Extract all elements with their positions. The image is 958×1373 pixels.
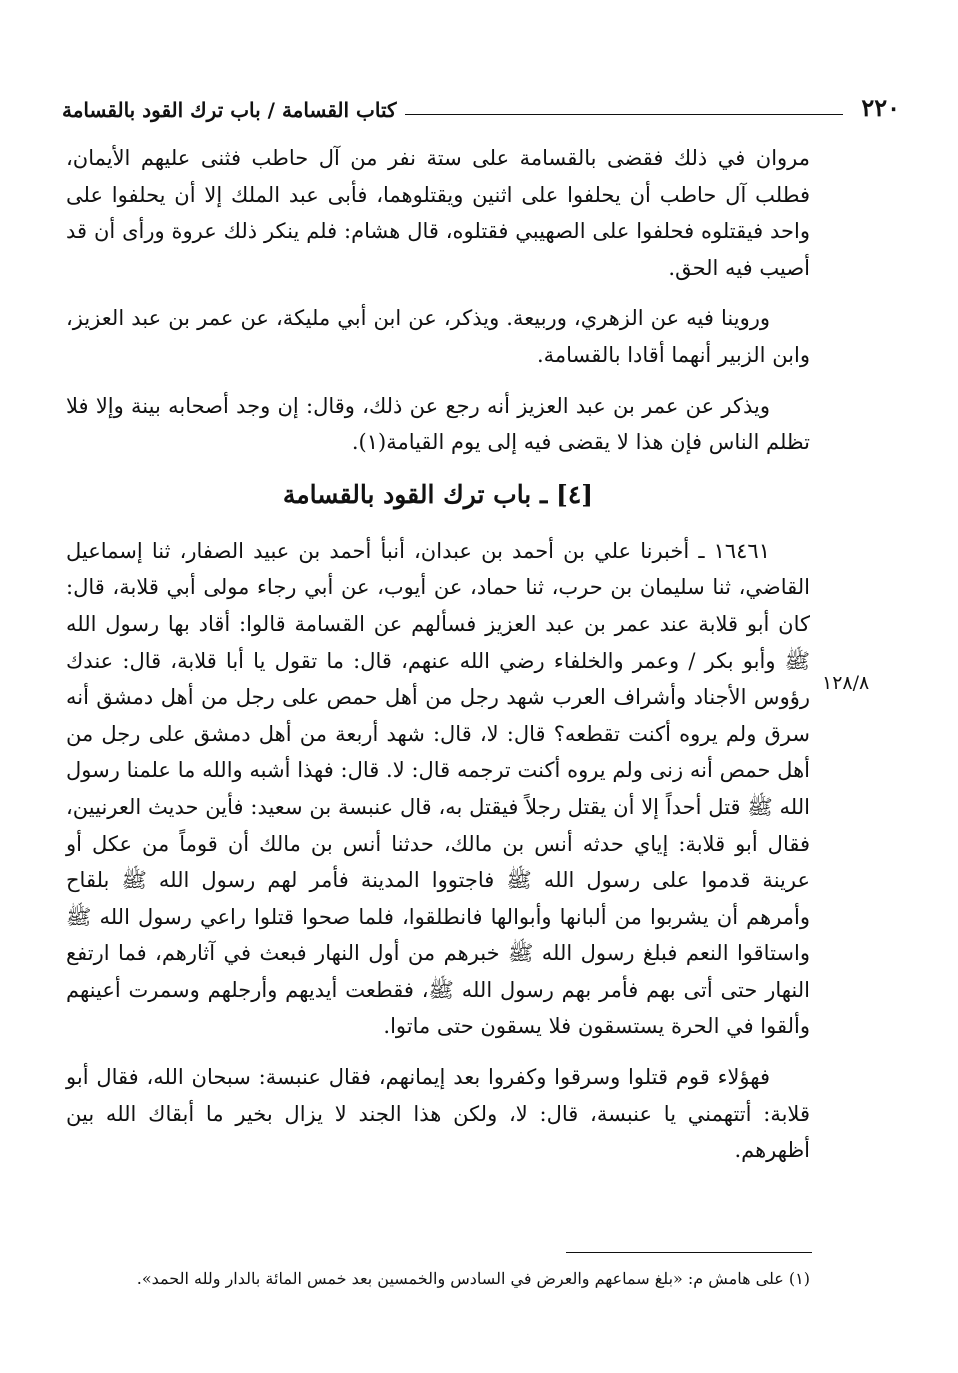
section-title: [٤] ـ باب ترك القود بالقسامة	[282, 479, 594, 509]
main-text	[66, 140, 810, 1183]
paragraph: مروان في ذلك فقضى بالقسامة على ستة نفر من آل حاطب فثنى عليهم الأيمان، فطلب آل حاطب أن يحلفوا على اثنين ويقتلوهما، فأبى عبد الملك إلا أن يحلفوا على واحد فيقتلوه فحلفوا على الصهيبي فقتلوه، قال هشام: فلم ينكر ذلك عروة ورأى أن قد أصيب فيه الحق.	[66, 146, 810, 280]
footnote: (١) على هامش م: «بلغ سماعهم والعرض في السادس والخمسين بعد خمس المائة بالدار ولله الحمد».	[136, 1269, 810, 1288]
paragraph: ويذكر عن عمر بن عبد العزيز أنه رجع عن ذلك، وقال: إن وجد أصحابه بينة وإلا فلا تظلم الناس فإن هذا لا يقضى فيه إلى يوم القيامة(١).	[66, 393, 810, 455]
margin-reference: ١٢٨/٨	[822, 672, 870, 694]
page-number: ٢٢٠	[861, 93, 900, 122]
hadith-paragraph: ١٦٤٦١ ـ أخبرنا علي بن أحمد بن عبدان، أنبأ أحمد بن عبيد الصفار، ثنا إسماعيل القاضي، ثنا سليمان بن حرب، ثنا حماد، عن أيوب، عن أبي رجاء مولى أبي قلابة، قال: كان أبو قلابة عند عمر بن عبد العزيز فسألهم عن القسامة قالوا: أقاد بها رسول الله ﷺ وأبو بكر / وعمر والخلفاء رضي الله عنهم، قال: ما تقول يا أبا قلابة، قال: عندك رؤوس الأجناد وأشراف العرب شهد رجل من أهل حمص على رجل من أهل دمشق أنه سرق ولم يروه أكنت تقطعه؟ قال: لا، قال: شهد أربعة من أهل دمشق على رجل من أهل حمص أنه زنى ولم يروه أكنت ترجمه قال: لا. قال: فهذا أشبه والله ما علمنا رسول الله ﷺ قتل أحداً إلا أن يقتل رجلاً فيقتل به، قال عنبسة بن سعيد: فأين حديث العرنيين، فقال أبو قلابة: إياي حدثه أنس بن مالك، حدثنا أنس بن مالك أن قوماً من عكل أو عرينة قدموا على رسول الله ﷺ فاجتووا المدينة فأمر لهم رسول الله ﷺ بلقاح وأمرهم أن يشربوا من ألبانها وأبوالها فانطلقوا، فلما صحوا قتلوا راعي رسول الله ﷺ واستاقوا النعم فبلغ رسول الله ﷺ خبرهم من أول النهار فبعث في آثارهم، فما ارتفع النهار حتى أتى بهم فأمر بهم رسول الله ﷺ، فقطعت أيديهم وأرجلهم وسمرت أعينهم وألقوا في الحرة يستسقون فلا يسقون حتى ماتوا.	[66, 538, 810, 1039]
page-header	[62, 80, 900, 120]
hadith-paragraph: فهؤلاء قوم قتلوا وسرقوا وكفروا بعد إيمانهم، فقال عنبسة: سبحان الله، فقال أبو قلابة: أتتهمني يا عنبسة، قال: لا، ولكن هذا الجند لا يزال بخير ما أبقاك الله بين أظهرهم.	[66, 1065, 810, 1163]
paragraph: وروينا فيه عن الزهري، وربيعة. ويذكر، عن ابن أبي مليكة، عن عمر بن عبد العزيز، وابن الزبير أنهما أقادا بالقسامة.	[66, 306, 810, 367]
running-title: كتاب القسامة / باب ترك القود بالقسامة	[62, 98, 397, 122]
header-rule	[405, 114, 844, 115]
footnote-rule	[566, 1252, 812, 1253]
